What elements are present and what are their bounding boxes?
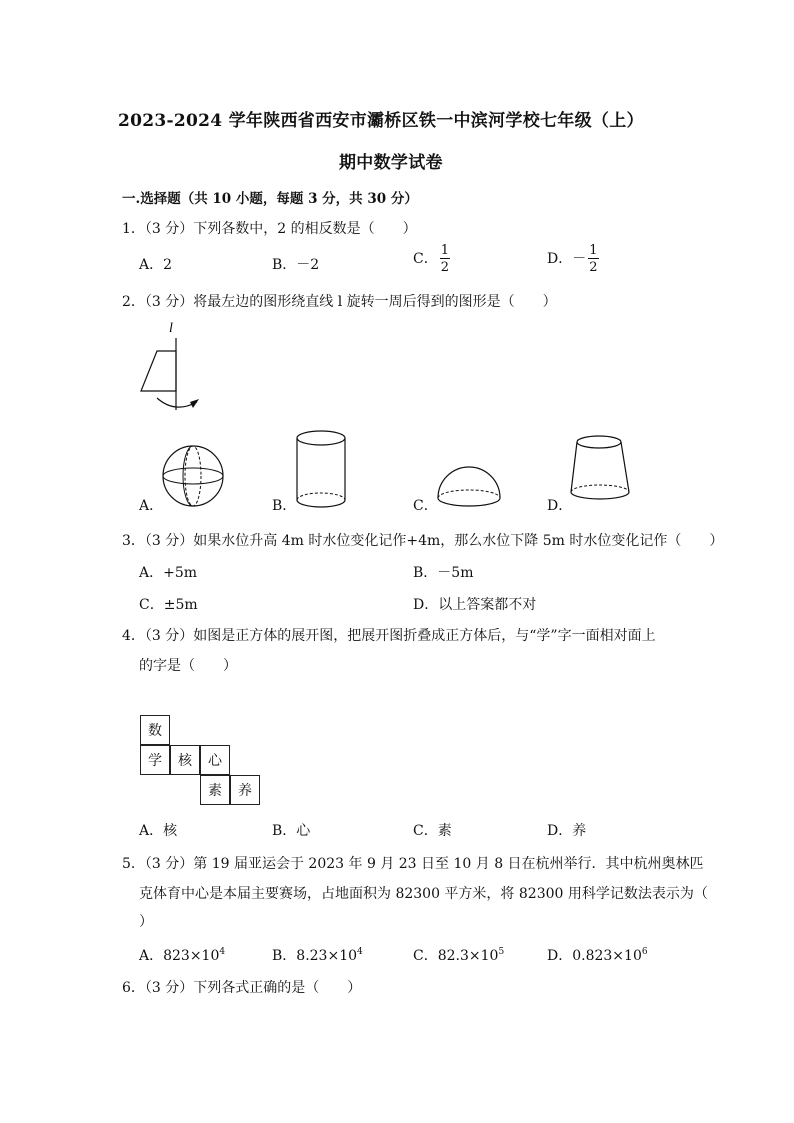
question-5-option-b: B．$8.23\times 10^4$ xyxy=(272,947,363,964)
question-3-option-a: A．+5m xyxy=(139,565,198,581)
axis-label-l: l xyxy=(169,321,173,336)
option-d-prefix: D．－ xyxy=(547,251,587,267)
question-4-option-b: B．心 xyxy=(272,823,311,839)
question-2-stem: 2．（3 分）将最左边的图形绕直线 l 旋转一周后得到的图形是（ ） xyxy=(122,294,557,310)
question-1-option-c xyxy=(413,244,450,274)
question-2-option-a: A． xyxy=(139,498,164,514)
question-5-stem-line1: 5．（3 分）第 19 届亚运会于 2023 年 9 月 23 日至 10 月 8 日在杭州举行．其中杭州奥林匹 xyxy=(122,856,704,872)
question-2-option-c: C． xyxy=(413,498,438,514)
question-5-stem-line3: ） xyxy=(139,914,153,930)
question-5-option-d: D．$0.823\times 10^6$ xyxy=(547,947,648,964)
question-4-stem-line2: 的字是（ ） xyxy=(139,658,237,674)
net-cell-yang: 养 xyxy=(230,775,260,805)
rotation-source-figure xyxy=(135,318,215,418)
question-3-stem: 3．（3 分）如果水位升高 4m 时水位变化记作+4m，那么水位下降 5m 时水位变化记作（ ） xyxy=(122,533,724,549)
net-cell-xue: 学 xyxy=(140,745,170,775)
net-cell-shu: 数 xyxy=(140,715,170,745)
question-2-option-d: D． xyxy=(547,498,573,514)
net-cell-xin: 心 xyxy=(200,745,230,775)
fraction-one-half: $\frac{1}{2}$ xyxy=(440,243,449,275)
net-cell-su: 素 xyxy=(200,775,230,805)
question-5-option-a: A．$823\times 10^4$ xyxy=(139,947,226,964)
question-4-option-d: D．养 xyxy=(547,823,587,839)
fraction-one-half-negative: $\frac{1}{2}$ xyxy=(589,243,598,275)
question-1-option-a: A．2 xyxy=(139,257,173,273)
question-5-stem-line2: 克体育中心是本届主要赛场，占地面积为 82300 平方米，将 82300 用科学记数法表示为（ xyxy=(139,886,708,902)
hemisphere-figure xyxy=(436,460,516,510)
question-1-option-b: B．－2 xyxy=(272,257,320,273)
question-2-option-b: B． xyxy=(272,498,297,514)
sphere-figure xyxy=(160,440,230,510)
question-3-option-c: C．±5m xyxy=(139,597,198,613)
question-1-stem: 1．（3 分）下列各数中，2 的相反数是（ ） xyxy=(122,221,417,237)
net-cell-he: 核 xyxy=(170,745,200,775)
exam-title-line2: 期中数学试卷 xyxy=(339,153,443,173)
option-c-prefix: C． xyxy=(413,251,438,267)
question-5-option-c: C．$82.3\times 10^5$ xyxy=(413,947,505,964)
section-heading: 一.选择题（共 10 小题，每题 3 分，共 30 分） xyxy=(122,191,418,207)
question-4-option-a: A．核 xyxy=(139,823,178,839)
exam-title-line1: 2023-2024 学年陕西省西安市灞桥区铁一中滨河学校七年级（上） xyxy=(118,111,644,131)
question-4-stem-line1: 4．（3 分）如图是正方体的展开图，把展开图折叠成正方体后，与“学”字一面相对面上 xyxy=(122,628,656,644)
question-1-option-d xyxy=(547,244,599,274)
question-4-option-c: C．素 xyxy=(413,823,452,839)
question-3-option-b: B．－5m xyxy=(413,565,474,581)
cylinder-figure xyxy=(296,428,356,518)
question-3-option-d: D．以上答案都不对 xyxy=(413,597,537,613)
question-6-stem: 6．（3 分）下列各式正确的是（ ） xyxy=(122,980,362,996)
frustum-figure xyxy=(569,434,649,514)
